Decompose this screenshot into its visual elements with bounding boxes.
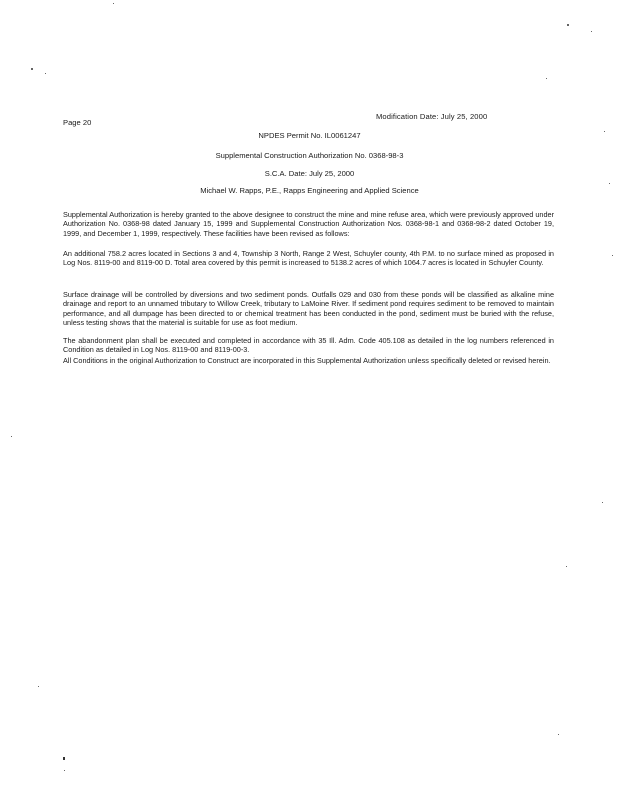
permit-number: NPDES Permit No. IL0061247	[258, 131, 361, 140]
page-number: Page 20	[63, 118, 92, 127]
paragraph-2	[63, 249, 554, 268]
paragraph-4	[63, 336, 554, 355]
scan-speck	[609, 183, 610, 184]
scan-speck	[63, 757, 65, 760]
scan-speck	[546, 78, 547, 79]
engineer-name: Michael W. Rapps, P.E., Rapps Engineering and Applied Science	[200, 186, 419, 195]
scan-speck	[11, 436, 12, 437]
paragraph-text: The abandonment plan shall be executed and completed in accordance with 35 Ill. Adm. Code 405.108 as detailed in the log numbers referenced in Condition as detailed in Log Nos. 8119-00 and 8119-00-3.	[63, 336, 554, 355]
paragraph-1	[63, 210, 554, 238]
scan-speck	[45, 73, 46, 74]
paragraph-3	[63, 290, 554, 328]
sca-date: S.C.A. Date: July 25, 2000	[264, 169, 355, 178]
paragraph-5	[63, 356, 554, 365]
scan-speck	[567, 24, 569, 26]
scan-speck	[566, 566, 567, 567]
scan-speck	[612, 255, 613, 256]
paragraph-text: All Conditions in the original Authorization to Construct are incorporated in this Supplemental Authorization unless specifically deleted or revised herein.	[63, 356, 551, 365]
scan-speck	[591, 31, 592, 32]
scan-speck	[602, 502, 603, 503]
paragraph-text: An additional 758.2 acres located in Sections 3 and 4, Township 3 North, Range 2 West, Schuyler county, 4th P.M. to no surface mined as proposed in Log Nos. 8119-00 and 8119-00 D. Total area covered by this permit is increased to 5138.2 acres of which 1064.7 acres is located in Schuyler County.	[63, 249, 554, 268]
scan-speck	[113, 3, 114, 4]
modification-date: Modification Date: July 25, 2000	[376, 112, 488, 121]
paragraph-text: Supplemental Authorization is hereby granted to the above designee to construct the mine and mine refuse area, which were previously approved under Authorization No. 0368-98 dated January 15, 1999 and Supplemental Construction Authorization Nos. 0368-98-1 and 0368-98-2 dated October 19, 1999, and December 1, 1999, respectively. These facilities have been revised as follows:	[63, 210, 554, 238]
scan-speck	[604, 131, 605, 132]
scan-speck	[31, 68, 33, 70]
scan-speck	[38, 686, 39, 687]
paragraph-text: Surface drainage will be controlled by diversions and two sediment ponds. Outfalls 029 and 030 from these ponds will be classified as alkaline mine drainage and report to an unnamed tributary to Willow Creek, tributary to LaMoine River. If sediment pond requires sediment to be removed to maintain performance, and all dumpage has been directed to or chemical treatment has been conducted in the pond, sediment must be buried with the refuse, unless testing shows that the material is suitable for use as foot medium.	[63, 290, 554, 328]
scan-speck	[64, 770, 65, 771]
authorization-number: Supplemental Construction Authorization No. 0368-98-3	[215, 151, 404, 160]
scan-speck	[558, 734, 559, 735]
